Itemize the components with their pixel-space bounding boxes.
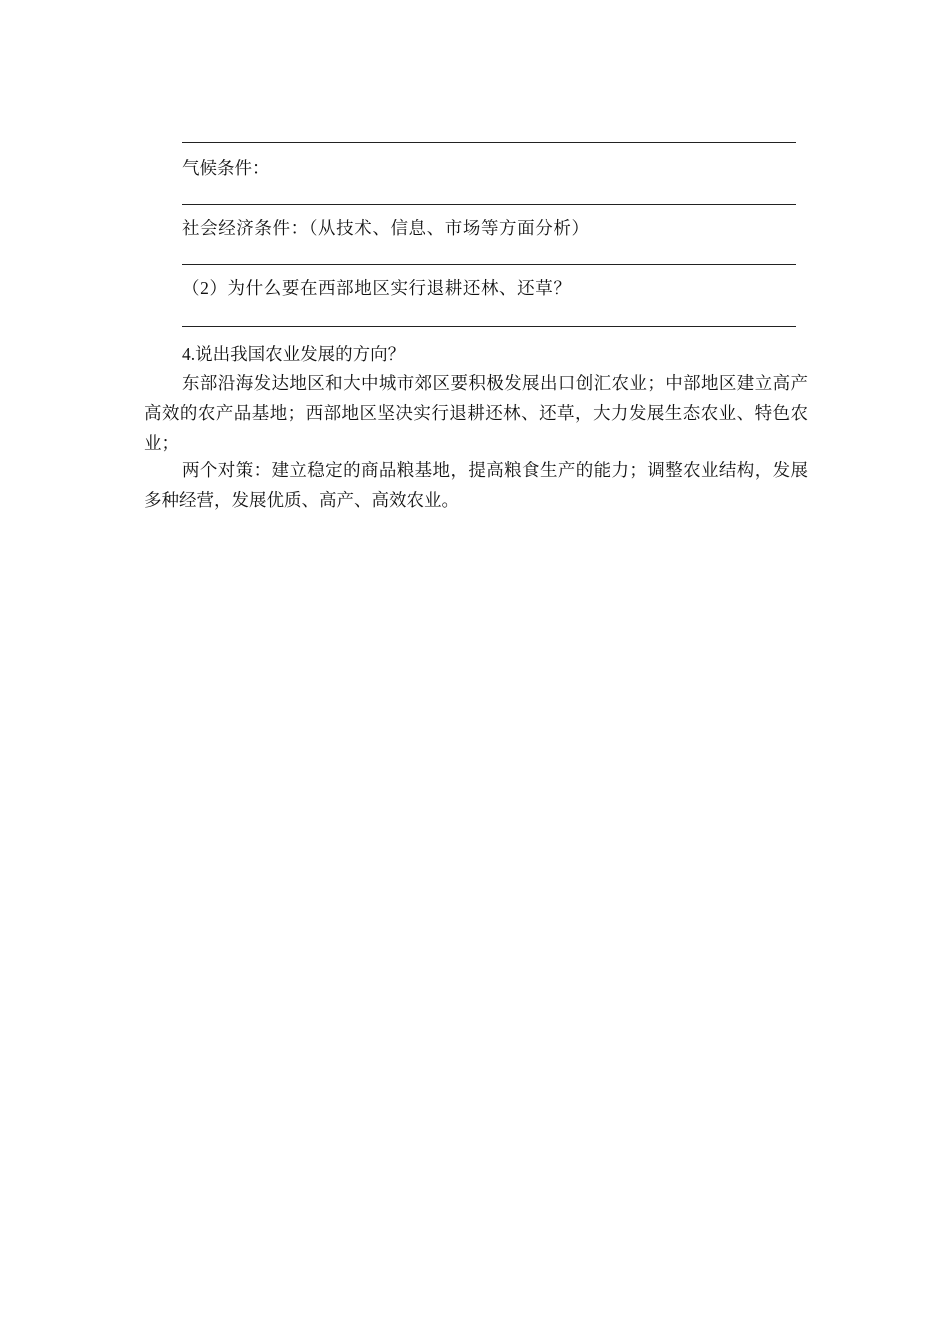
question-4-text: 4.说出我国农业发展的方向？ (182, 344, 406, 364)
answer-blank-line (182, 142, 796, 143)
answer-blank-line (182, 326, 796, 327)
social-economic-conditions-label: 社会经济条件：（从技术、信息、市场等方面分析） (182, 218, 590, 238)
question-2-text: （2）为什么要在西部地区实行退耕还林、还草？ (182, 278, 572, 298)
answer-blank-line (182, 204, 796, 205)
answer-blank-line (182, 264, 796, 265)
answer-paragraph-regional-directions: 东部沿海发达地区和大中城市郊区要积极发展出口创汇农业；中部地区建立高产高效的农产品基地；西部地区坚决实行退耕还林、还草，大力发展生态农业、特色农业； (144, 373, 808, 453)
answer-paragraph-two-measures: 两个对策：建立稳定的商品粮基地，提高粮食生产的能力；调整农业结构，发展多种经营，发展优质、高产、高效农业。 (144, 460, 808, 510)
climate-conditions-label: 气候条件： (182, 158, 270, 178)
